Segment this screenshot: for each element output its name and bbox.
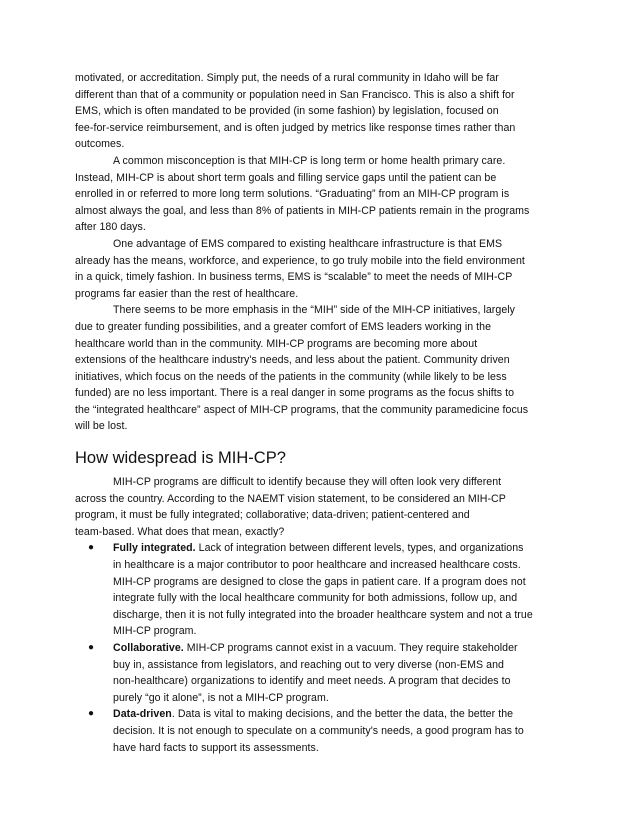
- text-line: MIH-CP programs are difficult to identify because they will often look very different: [113, 476, 502, 489]
- text-line: buy in, assistance from legislators, and reaching out to very diverse (non-EMS and: [113, 658, 504, 671]
- text-line: Instead, MIH-CP is about short term goals and filling service gaps until the patient can be: [75, 171, 497, 184]
- list-item-term: Fully integrated.: [113, 542, 196, 555]
- list-item-term: Collaborative.: [113, 642, 184, 654]
- paragraph-intro-continued: [75, 70, 565, 153]
- text-line: will be lost.: [75, 420, 128, 433]
- text-line: [113, 540, 565, 557]
- text-line: after 180 days.: [75, 221, 146, 234]
- text-line: [113, 706, 565, 723]
- list-item-term: Data-driven: [113, 708, 172, 721]
- list-item-text: MIH-CP programs cannot exist in a vacuum. They require stakeholder: [183, 642, 518, 654]
- paragraph-misconception: [75, 153, 565, 236]
- text-line: different than that of a community or population need in San Francisco. This is also a shift for: [75, 88, 515, 101]
- text-line: integrate fully with the local healthcare community for both admissions, follow up, and: [113, 592, 518, 605]
- text-line: healthcare world than in the community. MIH-CP programs are becoming more about: [75, 337, 478, 350]
- bullet-icon: ●: [88, 542, 95, 554]
- bullet-icon: ●: [88, 708, 95, 720]
- text-line: in a quick, timely fashion. In business terms, EMS is “scalable” to meet the needs of MIH-CP: [75, 271, 513, 284]
- text-line: There seems to be more emphasis in the “MIH” side of the MIH-CP initiatives, largely: [113, 304, 516, 317]
- text-line: almost always the goal, and less than 8% of patients in MIH-CP patients remain in the programs: [75, 204, 530, 217]
- list-item-text: Lack of integration between different levels, types, and organizations: [195, 542, 524, 555]
- text-line: have hard facts to support its assessments.: [113, 741, 319, 754]
- text-line: MIH-CP programs are designed to close the gaps in patient care. If a program does not: [113, 575, 526, 588]
- text-line: outcomes.: [75, 138, 125, 151]
- text-line: non-healthcare) organizations to identify and meet needs. A program that decides to: [113, 675, 511, 688]
- bullet-list: [75, 540, 565, 756]
- text-line: initiatives, which focus on the needs of the patients in the community (while likely to be less: [75, 370, 507, 383]
- list-item-data-driven: [75, 706, 565, 756]
- bullet-icon: ●: [88, 642, 95, 653]
- text-line: due to greater funding possibilities, and a greater comfort of EMS leaders working in the: [75, 320, 492, 333]
- text-line: MIH-CP program.: [113, 625, 197, 638]
- text-line: discharge, then it is not fully integrated into the broader healthcare system and not a true: [113, 608, 533, 621]
- paragraph-mih-emphasis: [75, 302, 565, 435]
- text-line: motivated, or accreditation. Simply put, the needs of a rural community in Idaho will be far: [75, 72, 499, 84]
- list-item-text: . Data is vital to making decisions, and the better the data, the better the: [171, 708, 514, 721]
- text-line: fee-for-service reimbursement, and is often judged by metrics like response times rather than: [75, 121, 516, 134]
- text-line: across the country. According to the NAEMT vision statement, to be considered an MIH-CP: [75, 492, 506, 505]
- text-line: A common misconception is that MIH-CP is long term or home health primary care.: [113, 154, 506, 167]
- text-line: programs far easier than the rest of healthcare.: [75, 287, 299, 300]
- text-line: enrolled in or referred to more long term solutions. “Graduating” from an MIH-CP program is: [75, 188, 510, 201]
- text-line: team-based. What does that mean, exactly?: [75, 525, 285, 538]
- text-line: in healthcare is a major contributor to poor healthcare and increased healthcare costs.: [113, 559, 521, 572]
- text-line: EMS, which is often mandated to be provided (in some fashion) by legislation, focused on: [75, 105, 499, 118]
- list-item-collaborative: [75, 640, 565, 706]
- text-line: [113, 640, 565, 657]
- section-heading: How widespread is MIH-CP?: [75, 449, 286, 468]
- text-line: the “integrated healthcare” aspect of MIH-CP programs, that the community paramedicine focus: [75, 403, 529, 416]
- paragraph-widespread: [75, 474, 565, 540]
- text-line: funded) are no less important. There is a real danger in some programs as the focus shifts to: [75, 387, 515, 400]
- text-line: One advantage of EMS compared to existing healthcare infrastructure is that EMS: [113, 237, 503, 250]
- paragraph-ems-advantage: [75, 236, 565, 302]
- text-line: already has the means, workforce, and experience, to go truly mobile into the field environment: [75, 254, 525, 267]
- list-item-fully-integrated: [75, 540, 565, 640]
- text-line: decision. It is not enough to speculate on a community's needs, a good program has to: [113, 724, 524, 737]
- text-line: extensions of the healthcare industry's needs, and less about the patient. Community driven: [75, 354, 510, 367]
- text-line: program, it must be fully integrated; collaborative; data-driven; patient-centered and: [75, 509, 470, 522]
- text-line: purely “go it alone”, is not a MIH-CP program.: [113, 691, 329, 704]
- document-page: [75, 70, 565, 756]
